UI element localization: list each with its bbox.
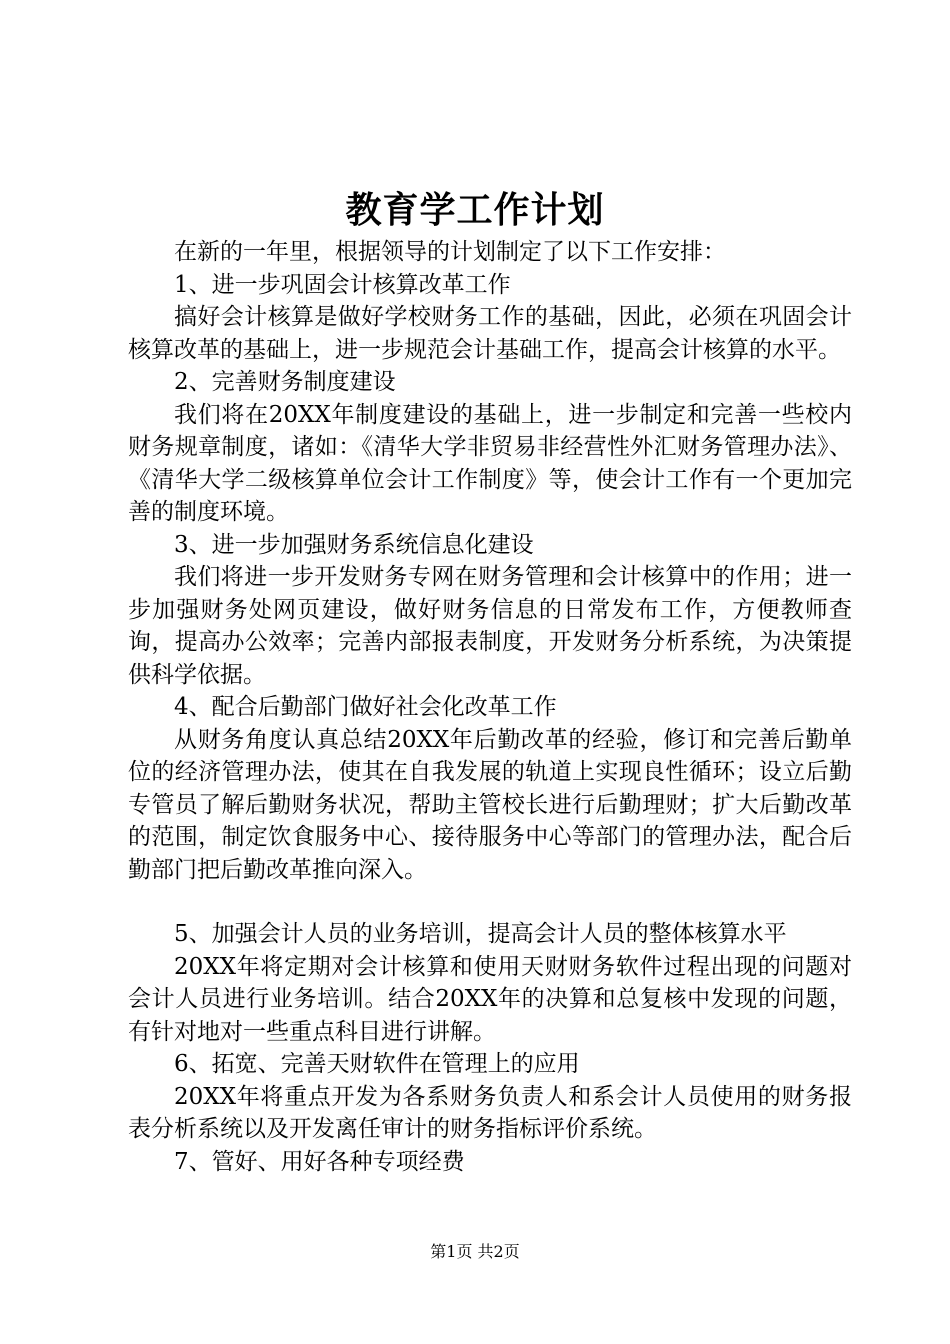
section-paragraph-4: 从财务角度认真总结20XX年后勤改革的经验，修订和完善后勤单位的经济管理办法，使其在自我发展的轨道上实现良性循环；设立后勤专管员了解后勤财务状况，帮助主管校长进行后勤理财；扩大后勤改革的范围，制定饮食服务中心、接待服务中心等部门的管理办法，配合后勤部门把后勤改革推向深入。: [128, 726, 852, 883]
section-heading-3: 3、进一步加强财务系统信息化建设: [174, 531, 534, 558]
section-paragraph-6: 20XX年将重点开发为各系财务负责人和系会计人员使用的财务报表分析系统以及开发离任审计的财务指标评价系统。: [128, 1083, 852, 1142]
section-heading-2: 2、完善财务制度建设: [174, 369, 396, 395]
document-title: 教育学工作计划: [345, 189, 605, 231]
section-paragraph-2: 我们将在20XX年制度建设的基础上，进一步制定和完善一些校内财务规章制度，诸如：《清华大学非贸易非经营性外汇财务管理办法》、《清华大学二级核算单位会计工作制度》等，使会计工作有一个更加完善的制度环境。: [128, 401, 852, 525]
page-number-footer: 第1页 共2页: [430, 1242, 520, 1261]
section-paragraph-5: 20XX年将定期对会计核算和使用天财财务软件过程出现的问题对会计人员进行业务培训。结合20XX年的决算和总复核中发现的问题，有针对地对一些重点科目进行讲解。: [128, 953, 852, 1045]
section-heading-5: 5、加强会计人员的业务培训，提高会计人员的整体核算水平: [174, 921, 787, 947]
document-body: [128, 236, 852, 1178]
section-heading-4: 4、配合后勤部门做好社会化改革工作: [174, 694, 557, 720]
section-paragraph-1: 搞好会计核算是做好学校财务工作的基础，因此，必须在巩固会计核算改革的基础上，进一步规范会计基础工作，提高会计核算的水平。: [128, 304, 852, 363]
section-heading-6: 6、拓宽、完善天财软件在管理上的应用: [174, 1051, 580, 1077]
section-paragraph-3: 我们将进一步开发财务专网在财务管理和会计核算中的作用；进一步加强财务处网页建设，做好财务信息的日常发布工作，方便教师查询，提高办公效率；完善内部报表制度，开发财务分析系统，为决策提供科学依据。: [128, 564, 852, 688]
section-heading-7: 7、管好、用好各种专项经费: [174, 1148, 465, 1175]
section-heading-1: 1、进一步巩固会计核算改革工作: [174, 271, 511, 298]
intro-paragraph: 在新的一年里，根据领导的计划制定了以下工作安排：: [174, 239, 726, 265]
